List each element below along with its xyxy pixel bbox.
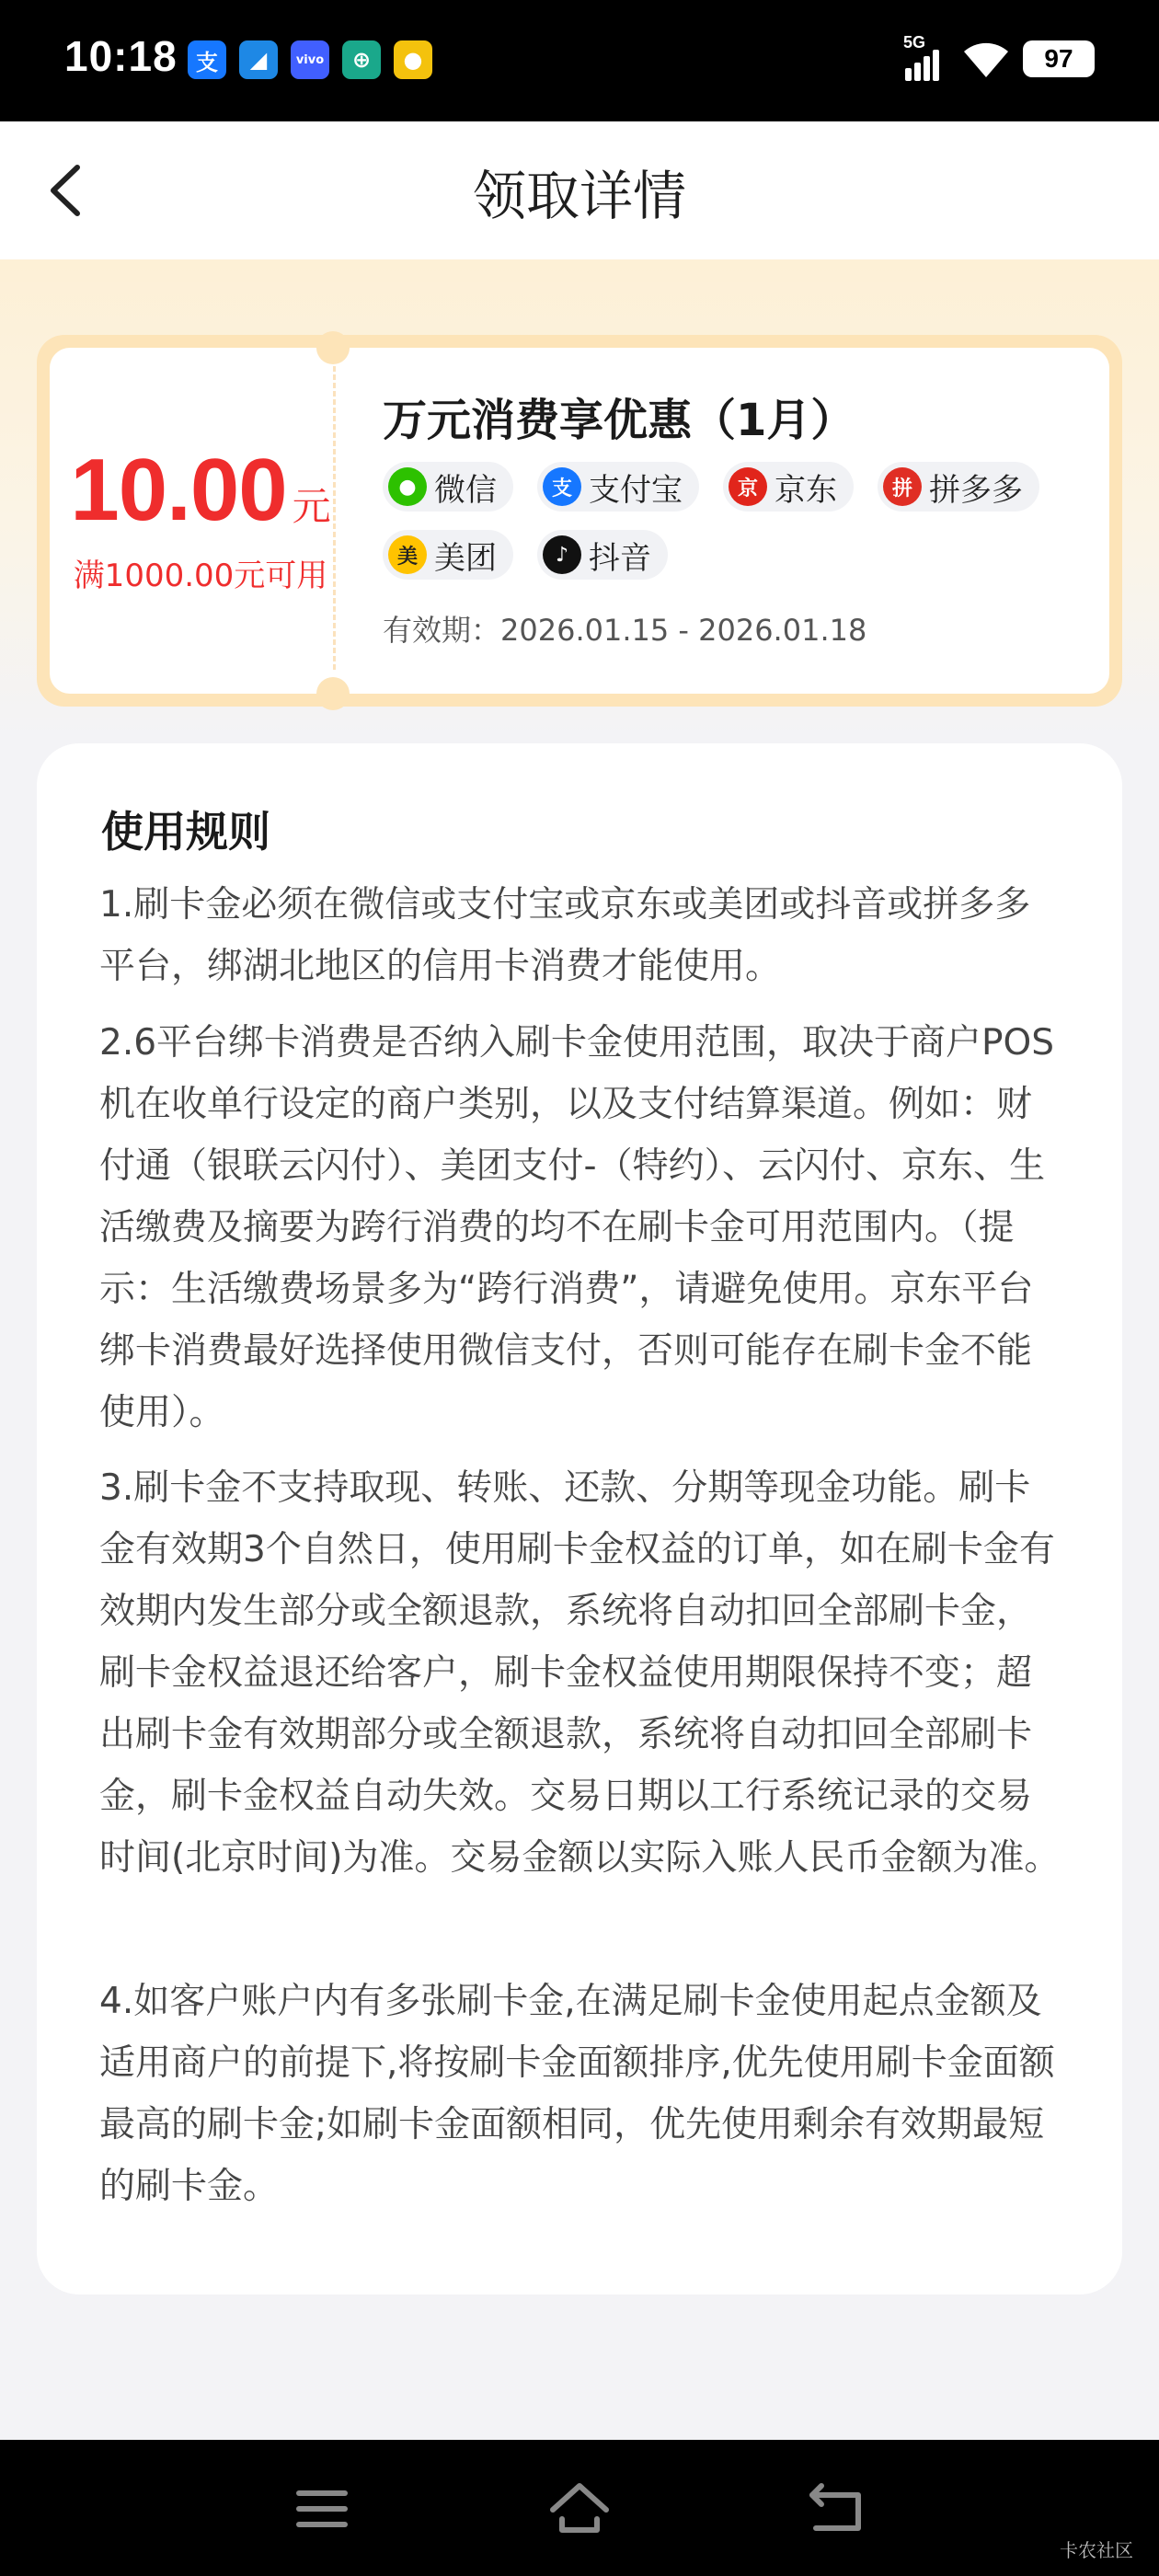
page-title: 领取详情 [472, 165, 686, 227]
lemon-app-icon: ● [394, 40, 432, 79]
rule-item-2: 2.6平台绑卡消费是否纳入刷卡金使用范围，取决于商户POS机在收单行设定的商户类别，以及支付结算渠道。例如：财付通（银联云闪付）、美团支付-（特约）、云闪付、京东、生活缴费及摘要为跨行消费的均不在刷卡金可用范围内。（提示：生活缴费场景多为“跨行消费”，请避免使用。京东平台绑卡消费最好选择使用微信支付，否则可能存在刷卡金不能使用）。 [99, 1022, 1054, 1433]
platform-tag-label: 微信 [434, 471, 497, 509]
coupon-amount-unit: 元 [292, 484, 331, 529]
coupon-notch-bottom [316, 677, 350, 710]
jd-icon: 京 [729, 467, 767, 506]
abc-bank-app-icon: ⊕ [342, 40, 381, 79]
notification-app-icons [188, 40, 432, 79]
coupon-threshold: 满1000.00元可用 [73, 558, 328, 594]
coupon-platform-tags [383, 462, 1063, 580]
status-time: 10:18 [64, 32, 178, 80]
platform-tag-douyin [537, 530, 668, 580]
coupon-title: 万元消费享优惠（1月） [383, 395, 855, 446]
pinduoduo-icon: 拼 [883, 467, 922, 506]
wifi-icon [962, 39, 1010, 79]
platform-tag-label: 抖音 [589, 539, 651, 577]
bank-app-icon: ◢ [239, 40, 278, 79]
cellular-signal-icon [903, 33, 949, 81]
menu-icon[interactable] [290, 2477, 354, 2541]
meituan-icon: 美 [388, 535, 427, 574]
rules-title: 使用规则 [101, 807, 270, 857]
watermark: 卡农社区 [1060, 2539, 1133, 2561]
platform-tag-wechat [383, 462, 513, 512]
rule-item-3: 3.刷卡金不支持取现、转账、还款、分期等现金功能。刷卡金有效期3个自然日，使用刷卡金权益的订单，如在刷卡金有效期内发生部分或全额退款，系统将自动扣回全部刷卡金，刷卡金权益退还给客户，刷卡金权益使用期限保持不变；超出刷卡金有效期部分或全额退款，系统将自动扣回全部刷卡金，刷卡金权益自动失效。交易日期以工行系统记录的交易时间(北京时间)为准。交易金额以实际入账人民币金额为准。 [99, 1467, 1061, 1879]
vivo-app-icon: vivo [291, 40, 329, 79]
alipay-app-icon: 支 [188, 40, 226, 79]
platform-tag-label: 美团 [434, 539, 497, 577]
coupon-validity: 有效期：2026.01.15 - 2026.01.18 [383, 613, 867, 648]
rule-item-4: 4.如客户账户内有多张刷卡金,在满足刷卡金使用起点金额及适用商户的前提下,将按刷卡金面额排序,优先使用刷卡金面额最高的刷卡金;如刷卡金面额相同，优先使用剩余有效期最短的刷卡金。 [99, 1981, 1055, 2207]
coupon-amount-value: 10.00 [70, 441, 287, 539]
douyin-icon: ♪ [543, 535, 581, 574]
alipay-icon: 支 [543, 467, 581, 506]
status-right [903, 33, 1095, 81]
rule-item-1: 1.刷卡金必须在微信或支付宝或京东或美团或抖音或拼多多平台，绑湖北地区的信用卡消费才能使用。 [99, 884, 1031, 987]
back-nav-icon[interactable] [805, 2477, 869, 2541]
coupon-amount [63, 440, 339, 541]
status-bar [0, 0, 1159, 121]
coupon-notch-top [316, 331, 350, 364]
platform-tag-alipay [537, 462, 699, 512]
platform-tag-label: 拼多多 [929, 471, 1023, 509]
network-type-label: 5G [903, 33, 926, 52]
page-header [0, 121, 1159, 259]
battery-indicator: 97 [1023, 40, 1095, 77]
wechat-icon: ● [388, 467, 427, 506]
platform-tag-pinduoduo [878, 462, 1039, 512]
home-icon[interactable] [547, 2477, 612, 2541]
platform-tag-label: 京东 [775, 471, 837, 509]
platform-tag-meituan [383, 530, 513, 580]
coupon-perforated-edge [44, 368, 53, 672]
platform-tag-label: 支付宝 [589, 471, 683, 509]
platform-tag-jd [723, 462, 854, 512]
system-navigation-bar [0, 2440, 1159, 2576]
